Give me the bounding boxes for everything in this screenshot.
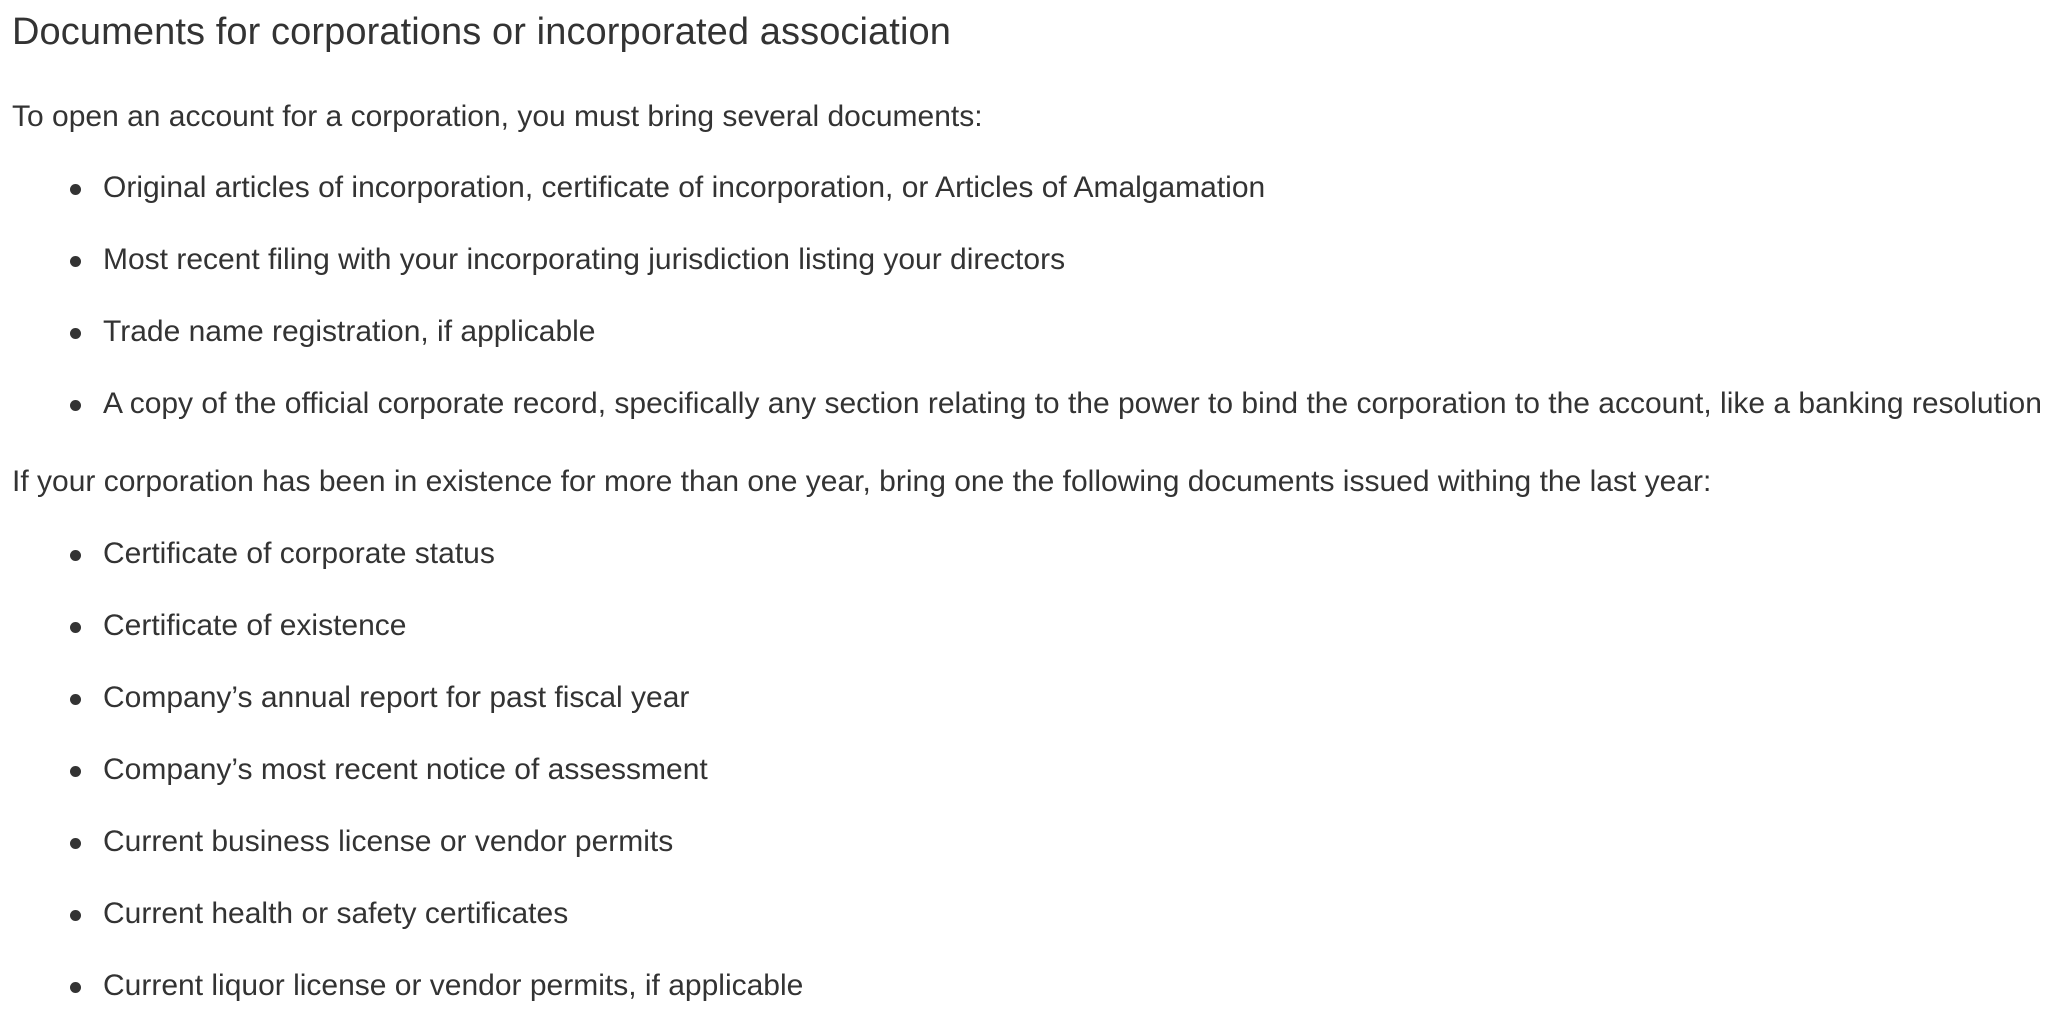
bullet-icon xyxy=(70,622,81,633)
list-item-text: A copy of the official corporate record, specifically any section relating to the power to bind the corporation to the account, like a banking resolution xyxy=(103,387,2042,420)
section-heading: Documents for corporations or incorporated association xyxy=(12,11,951,53)
list-item-text: Current business license or vendor permits xyxy=(103,825,674,858)
required-documents-list xyxy=(12,168,2050,424)
list-item xyxy=(12,384,2050,424)
list-item xyxy=(12,606,2050,646)
list-item-text: Original articles of incorporation, certificate of incorporation, or Articles of Amalgamation xyxy=(103,171,1266,204)
list-item xyxy=(12,240,2050,280)
list-item-text: Trade name registration, if applicable xyxy=(103,315,596,348)
bullet-icon xyxy=(70,982,81,993)
bullet-icon xyxy=(70,910,81,921)
bullet-icon xyxy=(70,766,81,777)
list-item-text: Current liquor license or vendor permits, if applicable xyxy=(103,969,804,1002)
additional-documents-list xyxy=(12,534,2050,1006)
list-item-text: Certificate of corporate status xyxy=(103,537,495,570)
bullet-icon xyxy=(70,838,81,849)
list-item xyxy=(12,168,2050,208)
bullet-icon xyxy=(70,550,81,561)
list-item-text: Certificate of existence xyxy=(103,609,407,642)
list-item xyxy=(12,312,2050,352)
list-item xyxy=(12,534,2050,574)
intro-paragraph: To open an account for a corporation, you must bring several documents: xyxy=(12,100,983,133)
list-item-text: Company’s annual report for past fiscal year xyxy=(103,681,690,714)
bullet-icon xyxy=(70,694,81,705)
bullet-icon xyxy=(70,256,81,267)
list-item xyxy=(12,894,2050,934)
existence-paragraph: If your corporation has been in existence for more than one year, bring one the following documents issued withing the last year: xyxy=(12,465,1712,498)
bullet-icon xyxy=(70,184,81,195)
list-item-text: Company’s most recent notice of assessment xyxy=(103,753,708,786)
list-item-text: Most recent filing with your incorporating jurisdiction listing your directors xyxy=(103,243,1066,276)
list-item xyxy=(12,822,2050,862)
list-item xyxy=(12,750,2050,790)
list-item xyxy=(12,966,2050,1006)
list-item xyxy=(12,678,2050,718)
list-item-text: Current health or safety certificates xyxy=(103,897,569,930)
bullet-icon xyxy=(70,400,81,411)
bullet-icon xyxy=(70,328,81,339)
